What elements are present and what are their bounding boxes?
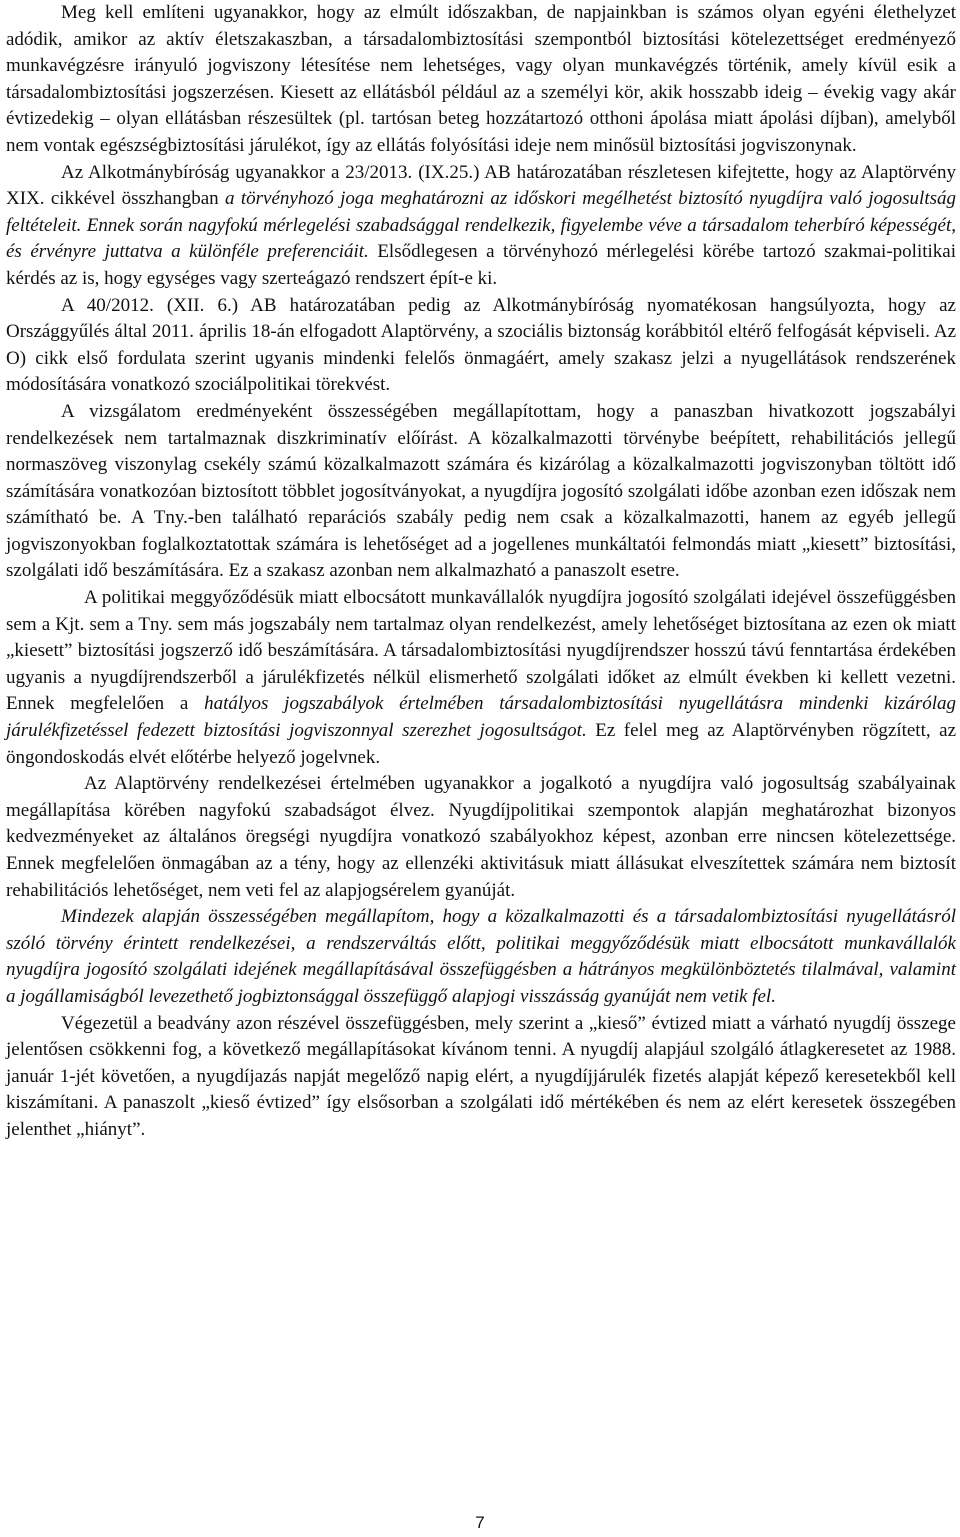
text-run: Végezetül a beadvány azon részével összefüggésben, mely szerint a „kieső” évtized miatt a várható nyugdíj összege jelentősen csökkenni fog, a következő megállapításokat kívánom tenni. A nyugdíj alapjául szolgáló átlagkeresetet az 1988. január 1-jét követően, a nyugdíjazás napját megelőző napig elért, a nyugdíjjárulék fizetés alapját képező keresetekből kell kiszámítani. A panaszolt „kieső évtized” így elsősorban a szolgálati idő mértékében és nem az elért keresetek összegében jelenthet „hiányt”.: [6, 1012, 956, 1140]
text-run: Ez felel meg az Alaptörvényben rögzített, az öngondoskodás elvét előtérbe helyező jogelvnek.: [6, 720, 956, 768]
paragraph-political-dismissal: [6, 585, 956, 771]
paragraph-pension-amount: [6, 1011, 956, 1144]
paragraph-legislator-freedom: [6, 771, 956, 904]
paragraph-constitutional-court-2013: [6, 160, 956, 293]
text-run: Az Alaptörvény rendelkezései értelmében ugyanakkor a jogalkotó a nyugdíjra való jogosultság szabályainak megállapítása körében nagyfokú szabadságot élvez. Nyugdíjpolitikai szempontok alapján meghatározhat bizonyos kedvezményeket az általános öregségi nyugdíjra vonatkozó szabályokhoz képest, azonban erre nincsen kötelezettsége. Ennek megfelelően önmagában az a tény, hogy az ellenzéki aktivitásuk miatt állásukat elveszítettek számára nem biztosít rehabilitációs lehetőséget, nem veti fel az alapjogsérelem gyanúját.: [6, 773, 956, 901]
paragraph-constitutional-court-2012: [6, 293, 956, 399]
italic-text-run: a törvényhozó joga meghatározni az időskori megélhetést biztosító nyugdíjra való jogosultság feltételeit. Ennek során nagyfokú mérlegelési szabadsággal rendelkezik, figyelembe véve a társadalom teherbíró képességét, és érvényre juttatva a különféle preferenciáit.: [6, 188, 956, 263]
italic-text-run: Mindezek alapján összességében megállapítom, hogy a közalkalmazotti és a társadalombiztosítási nyugellátásról szóló törvény érintett rendelkezései, a rendszerváltás előtt, politikai meggyőződésük miatt elbocsátott munkavállalók nyugdíjra jogosító szolgálati idejének megállapításával összefüggésben a hátrányos megkülönböztetés tilalmával, valamint a jogállamiságból levezethető jogbiztonsággal összefüggő alapjogi visszásság gyanúját nem vetik fel.: [6, 906, 956, 1007]
paragraph-investigation-findings: [6, 399, 956, 585]
text-run: Meg kell említeni ugyanakkor, hogy az elmúlt időszakban, de napjainkban is számos olyan egyéni élethelyzet adódik, amikor az aktív életszakaszban, a társadalombiztosítási szempontból biztosítási kötelezettséget eredményező munkavégzésre irányuló jogviszony létesítése nem lehetséges, vagy olyan munkavégzés történik, amely kívül esik a társadalombiztosítási jogszerzésen. Kiesett az ellátásból például az a személyi kör, akik hosszabb ideig – évekig vagy akár évtizedekig – olyan ellátásban részesültek (pl. tartósan beteg hozzátartozó otthoni ápolása miatt ápolási díjban), amelyből nem vontak egészségbiztosítási járulékot, így az ellátás folyósítási ideje nem minősül biztosítási jogviszonynak.: [6, 2, 956, 156]
italic-text-run: hatályos jogszabályok értelmében társadalombiztosítási nyugellátásra mindenki kizárólag járulékfizetéssel fedezett biztosítási jogviszonnyal szerezhet jogosultságot.: [6, 693, 956, 742]
text-run: Az Alkotmánybíróság ugyanakkor a 23/2013. (IX.25.) AB határozatában részletesen kifejtette, hogy az Alaptörvény XIX. cikkével összhangban: [6, 161, 956, 210]
text-run: A politikai meggyőződésük miatt elbocsátott munkavállalók nyugdíjra jogosító szolgálati idejével összefüggésben sem a Kjt. sem a Tny. sem más jogszabály nem tartalmaz olyan rendelkezést, amely lehetőséget biztosítana az ezen ok miatt „kiesett” biztosítási jogszerző idő beszámítására. A társadalombiztosítási nyugdíjrendszer hosszú távú fenntartása érdekében ugyanis a nyugdíjrendszerből a járulékfizetés nélkül elismerhető szolgálati időket az elmúlt években ki kellett vezetni. Ennek megfelelően a: [6, 587, 956, 715]
page-number: 7: [475, 1513, 485, 1532]
document-page: [6, 0, 956, 1144]
text-run: A vizsgálatom eredményeként összességében megállapítottam, hogy a panaszban hivatkozott jogszabályi rendelkezések nem tartalmaznak diszkriminatív előírást. A közalkalmazotti törvénybe beépített, rehabilitációs jellegű normaszöveg viszonylag csekély számú közalkalmazott számára és kizárólag a közalkalmazotti jogviszonyban töltött idő számítására vonatkozóan biztosított többlet jogosítványokat, a nyugdíjra jogosító szolgálati időbe azonban ezen időszak nem számítható be. A Tny.-ben található reparációs szabály pedig nem csak a közalkalmazotti, hanem az egyéb jellegű jogviszonyokban foglalkoztatottak számára is lehetőséget ad a jogellenes munkáltatói felmondás miatt „kiesett” biztosítási, szolgálati idő beszámítására. Ez a szakasz azonban nem alkalmazható a panaszolt esetre.: [6, 400, 956, 582]
paragraph-intro: [6, 0, 956, 160]
paragraph-conclusion: [6, 904, 956, 1010]
text-run: Elsődlegesen a törvényhozó mérlegelési körébe tartozó szakmai-politikai kérdés az is, hogy egységes vagy szerteágazó rendszert épít-e ki.: [6, 241, 956, 289]
text-run: A 40/2012. (XII. 6.) AB határozatában pedig az Alkotmánybíróság nyomatékosan hangsúlyozta, hogy az Országgyűlés által 2011. április 18-án elfogadott Alaptörvény, a szociális biztonság korábbitól eltérő felfogását képviseli. Az O) cikk első fordulata szerint ugyanis mindenki felelős önmagáért, amely szakasz jelzi a nyugellátások rendszerének módosítására vonatkozó szociálpolitikai törekvést.: [6, 294, 956, 396]
